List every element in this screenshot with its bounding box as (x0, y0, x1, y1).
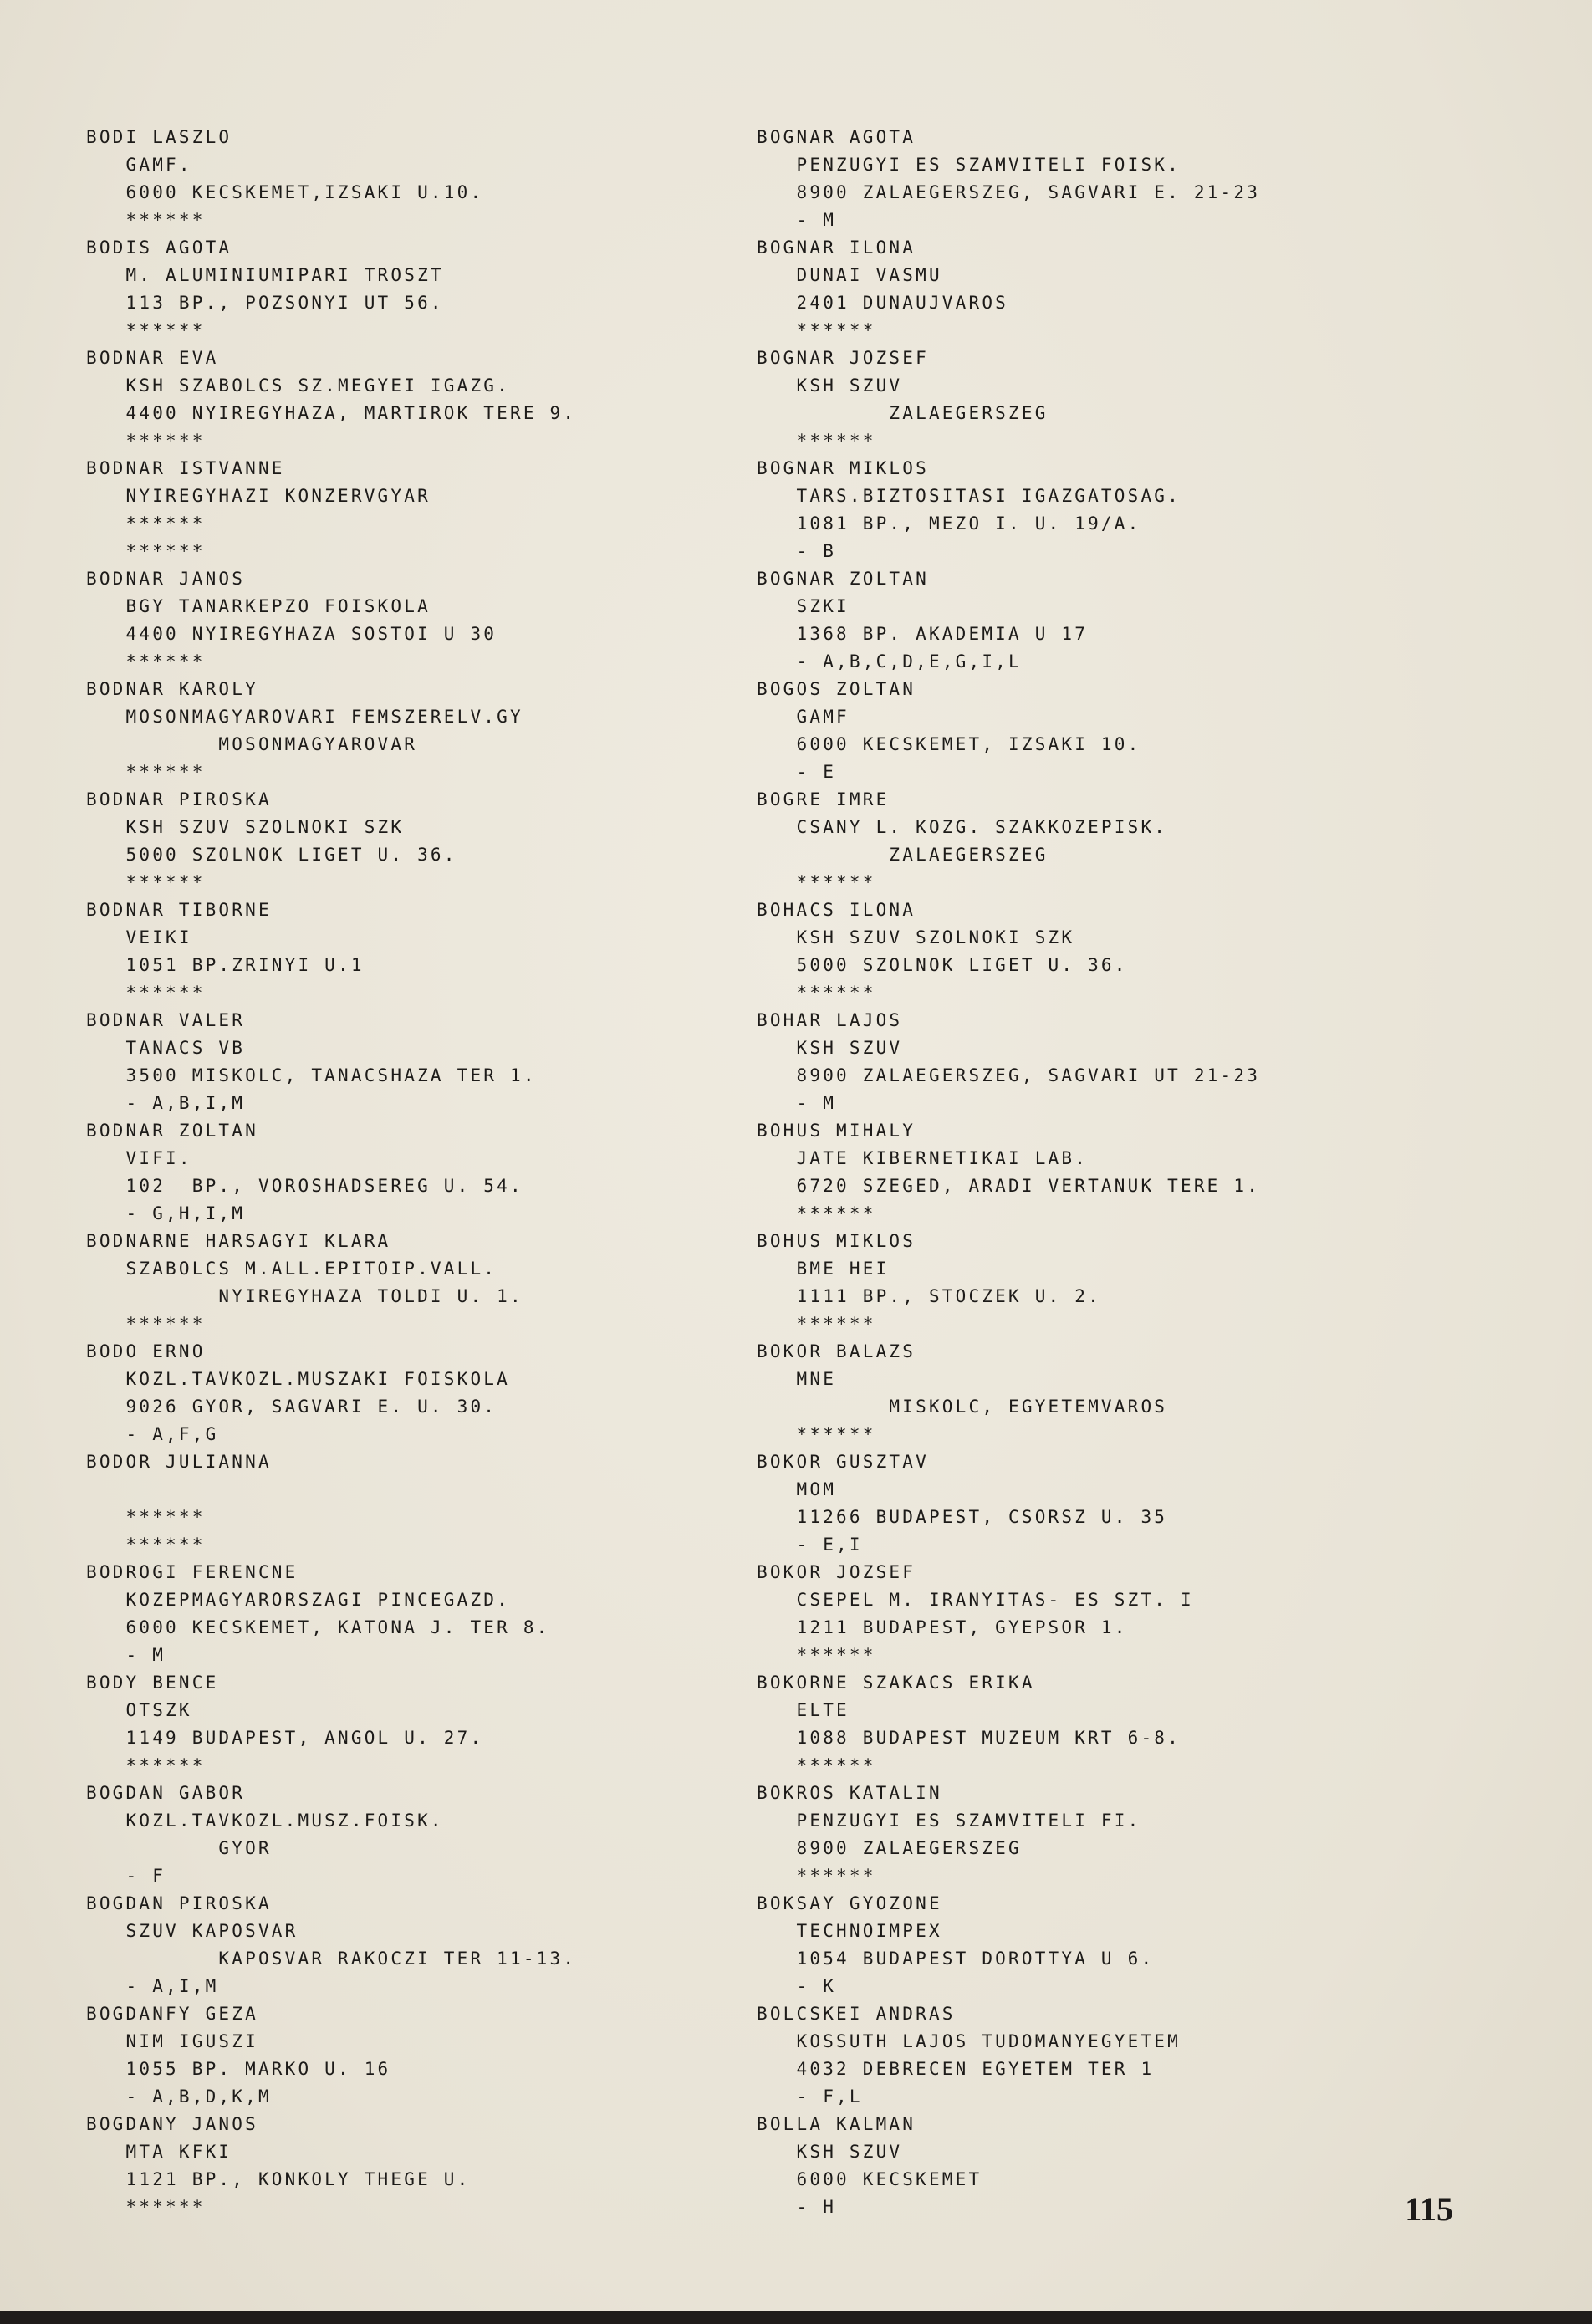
directory-entry (757, 1338, 1509, 1448)
entry-detail: - G,H,I,M (86, 1203, 246, 1223)
entry-detail: NYIREGYHAZA TOLDI U. 1. (86, 1286, 523, 1306)
entry-detail: GAMF. (86, 155, 192, 175)
entry-detail: ****** (86, 210, 206, 230)
entry-detail: KSH SZUV SZOLNOKI SZK (757, 927, 1075, 947)
entry-name: BOHUS MIHALY (757, 1121, 916, 1141)
entry-detail: 6000 KECSKEMET, KATONA J. TER 8. (86, 1617, 550, 1637)
entry-detail: 4400 NYIREGYHAZA, MARTIROK TERE 9. (86, 403, 577, 423)
entry-detail: 6720 SZEGED, ARADI VERTANUK TERE 1. (757, 1176, 1261, 1196)
entry-detail: - A,I,M (86, 1976, 219, 1996)
entry-detail: 1088 BUDAPEST MUZEUM KRT 6-8. (757, 1728, 1181, 1748)
entry-detail: DUNAI VASMU (757, 265, 942, 285)
directory-entry (757, 1780, 1509, 1890)
entry-detail: ****** (86, 651, 206, 672)
entry-detail: ****** (757, 872, 876, 892)
entry-detail: KOZEPMAGYARORSZAGI PINCEGAZD. (86, 1590, 510, 1610)
entry-detail: - H (757, 2197, 837, 2217)
entry-detail: 4032 DEBRECEN EGYETEM TER 1 (757, 2059, 1155, 2079)
entry-name: BOKOR GUSZTAV (757, 1452, 929, 1472)
entry-detail: GYOR (86, 1838, 272, 1858)
entry-name: BOHAR LAJOS (757, 1010, 903, 1030)
entry-name: BODNAR KAROLY (86, 679, 258, 699)
directory-entry (757, 1559, 1509, 1669)
entry-detail: ****** (86, 1535, 206, 1555)
entry-detail: 3500 MISKOLC, TANACSHAZA TER 1. (86, 1065, 537, 1085)
entry-detail: ****** (86, 541, 206, 561)
entry-detail: 1121 BP., KONKOLY THEGE U. (86, 2169, 471, 2189)
directory-entry (757, 1890, 1509, 2000)
entry-detail: - E (757, 762, 837, 782)
directory-entry (757, 2111, 1509, 2221)
entry-detail: 113 BP., POZSONYI UT 56. (86, 293, 444, 313)
directory-entry (757, 1228, 1509, 1338)
directory-entry (86, 234, 738, 345)
entry-detail: ****** (757, 1314, 876, 1334)
entry-detail: VIFI. (86, 1148, 192, 1168)
entry-detail: 1111 BP., STOCZEK U. 2. (757, 1286, 1101, 1306)
entry-detail: MNE (757, 1369, 837, 1389)
entry-detail: - A,B,C,D,E,G,I,L (757, 651, 1022, 672)
entry-detail: 1081 BP., MEZO I. U. 19/A. (757, 513, 1141, 534)
entry-detail: - F,L (757, 2086, 863, 2107)
entry-detail: KSH SZUV (757, 375, 903, 396)
directory-entry (86, 565, 738, 676)
entry-detail: SZUV KAPOSVAR (86, 1921, 298, 1941)
directory-entry (86, 1448, 738, 1559)
directory-entry (86, 2000, 738, 2111)
entry-name: BODROGI FERENCNE (86, 1562, 298, 1582)
directory-entry (757, 1448, 1509, 1559)
entry-name: BOKSAY GYOZONE (757, 1893, 942, 1913)
entry-detail: - A,B,I,M (86, 1093, 246, 1113)
directory-entry (86, 1669, 738, 1780)
entry-name: BODNAR JANOS (86, 569, 246, 589)
directory-entry (757, 565, 1509, 676)
entry-detail: 1054 BUDAPEST DOROTTYA U 6. (757, 1949, 1155, 1969)
entry-detail: 5000 SZOLNOK LIGET U. 36. (757, 955, 1128, 975)
entry-name: BODY BENCE (86, 1673, 219, 1693)
entry-detail: 1055 BP. MARKO U. 16 (86, 2059, 391, 2079)
entry-name: BODIS AGOTA (86, 238, 232, 258)
directory-entry (86, 455, 738, 565)
entry-detail: ****** (757, 1755, 876, 1775)
entry-name: BOKOR JOZSEF (757, 1562, 916, 1582)
entry-name: BOGNAR MIKLOS (757, 458, 929, 478)
entry-name: BOGRE IMRE (757, 789, 890, 810)
entry-name: BODNAR PIROSKA (86, 789, 272, 810)
entry-name: BOKORNE SZAKACS ERIKA (757, 1673, 1035, 1693)
entry-detail: - K (757, 1976, 837, 1996)
entry-detail: - A,F,G (86, 1424, 219, 1444)
directory-entry (757, 676, 1509, 786)
entry-detail: - M (757, 1093, 837, 1113)
entry-detail: 1211 BUDAPEST, GYEPSOR 1. (757, 1617, 1128, 1637)
entry-detail: - A,B,D,K,M (86, 2086, 272, 2107)
entry-detail: ****** (757, 1203, 876, 1223)
entry-detail: ****** (757, 1866, 876, 1886)
entry-name: BOGDAN PIROSKA (86, 1893, 272, 1913)
directory-entry (757, 2000, 1509, 2111)
entry-name: BOHUS MIKLOS (757, 1231, 916, 1251)
entry-name: BOGNAR ILONA (757, 238, 916, 258)
entry-name: BOHACS ILONA (757, 900, 916, 920)
entry-name: BODOR JULIANNA (86, 1452, 272, 1472)
entry-detail: MOSONMAGYAROVARI FEMSZERELV.GY (86, 707, 523, 727)
entry-detail: TECHNOIMPEX (757, 1921, 942, 1941)
entry-name: BODNAR EVA (86, 348, 219, 368)
entry-detail: ****** (86, 872, 206, 892)
entry-detail: ELTE (757, 1700, 850, 1720)
entry-detail: ****** (86, 2197, 206, 2217)
entry-detail: - B (757, 541, 837, 561)
directory-entry (757, 234, 1509, 345)
entry-detail: KOZL.TAVKOZL.MUSZ.FOISK. (86, 1811, 444, 1831)
entry-detail: 1368 BP. AKADEMIA U 17 (757, 624, 1089, 644)
page-number: 115 (1405, 2190, 1453, 2228)
entry-detail (86, 1476, 738, 1504)
entry-detail: ****** (86, 1755, 206, 1775)
entry-name: BOGNAR ZOLTAN (757, 569, 929, 589)
directory-entry (86, 124, 738, 234)
entry-detail: ****** (757, 1645, 876, 1665)
entry-detail: NIM IGUSZI (86, 2031, 258, 2051)
entry-detail: KOZL.TAVKOZL.MUSZAKI FOISKOLA (86, 1369, 510, 1389)
directory-entry (86, 1338, 738, 1448)
entry-name: BOGNAR AGOTA (757, 127, 916, 147)
entry-detail: 11266 BUDAPEST, CSORSZ U. 35 (757, 1507, 1168, 1527)
entry-detail: - E,I (757, 1535, 863, 1555)
entry-detail: ****** (86, 762, 206, 782)
entry-name: BOLCSKEI ANDRAS (757, 2004, 956, 2024)
entry-detail: MISKOLC, EGYETEMVAROS (757, 1397, 1168, 1417)
entry-name: BODNAR ISTVANNE (86, 458, 285, 478)
entry-name: BODNAR TIBORNE (86, 900, 272, 920)
directory-entry (86, 1559, 738, 1669)
directory-entry (86, 896, 738, 1007)
directory-entry (757, 1007, 1509, 1117)
directory-entry (757, 124, 1509, 234)
entry-detail: 1149 BUDAPEST, ANGOL U. 27. (86, 1728, 484, 1748)
entry-name: BODI LASZLO (86, 127, 232, 147)
right-column (757, 124, 1509, 2221)
entry-detail: ****** (86, 1507, 206, 1527)
entry-detail: KAPOSVAR RAKOCZI TER 11-13. (86, 1949, 577, 1969)
directory-entry (757, 455, 1509, 565)
entry-detail: TARS.BIZTOSITASI IGAZGATOSAG. (757, 486, 1181, 506)
entry-detail: BME HEI (757, 1259, 890, 1279)
entry-detail: - M (86, 1645, 166, 1665)
entry-detail: 9026 GYOR, SAGVARI E. U. 30. (86, 1397, 498, 1417)
entry-detail: KSH SZUV SZOLNOKI SZK (86, 817, 405, 837)
entry-detail: 102 BP., VOROSHADSEREG U. 54. (86, 1176, 523, 1196)
entry-detail: PENZUGYI ES SZAMVITELI FI. (757, 1811, 1141, 1831)
entry-detail: ****** (757, 431, 876, 451)
directory-entry (86, 1007, 738, 1117)
directory-entry (757, 1669, 1509, 1780)
entry-detail: ****** (757, 983, 876, 1003)
entry-detail: - M (757, 210, 837, 230)
entry-detail: ****** (86, 431, 206, 451)
entry-name: BOGDANFY GEZA (86, 2004, 258, 2024)
directory-entry (757, 786, 1509, 896)
directory-entry (757, 1117, 1509, 1228)
left-column (86, 124, 738, 2221)
entry-name: BOKROS KATALIN (757, 1783, 942, 1803)
directory-entry (757, 345, 1509, 455)
entry-detail: KOSSUTH LAJOS TUDOMANYEGYETEM (757, 2031, 1181, 2051)
entry-detail: ****** (757, 320, 876, 340)
directory-entry (86, 1780, 738, 1890)
entry-detail: M. ALUMINIUMIPARI TROSZT (86, 265, 444, 285)
entry-detail: JATE KIBERNETIKAI LAB. (757, 1148, 1089, 1168)
entry-detail: KSH SZABOLCS SZ.MEGYEI IGAZG. (86, 375, 510, 396)
entry-name: BODNAR VALER (86, 1010, 246, 1030)
entry-detail: PENZUGYI ES SZAMVITELI FOISK. (757, 155, 1181, 175)
entry-detail: KSH SZUV (757, 1038, 903, 1058)
entry-detail: ****** (86, 983, 206, 1003)
entry-name: BOLLA KALMAN (757, 2114, 916, 2134)
directory-entry (86, 1117, 738, 1228)
directory-entry (86, 676, 738, 786)
directory-entry (86, 1890, 738, 2000)
entry-detail: 1051 BP.ZRINYI U.1 (86, 955, 365, 975)
entry-name: BODNAR ZOLTAN (86, 1121, 258, 1141)
entry-detail: 6000 KECSKEMET, IZSAKI 10. (757, 734, 1141, 754)
entry-detail: ****** (86, 513, 206, 534)
entry-detail: KSH SZUV (757, 2142, 903, 2162)
directory-entry (757, 896, 1509, 1007)
entry-detail: 2401 DUNAUJVAROS (757, 293, 1009, 313)
entry-detail: VEIKI (86, 927, 192, 947)
entry-detail: GAMF (757, 707, 850, 727)
entry-detail: 6000 KECSKEMET,IZSAKI U.10. (86, 182, 484, 202)
entry-detail: ZALAEGERSZEG (757, 845, 1049, 865)
entry-detail: MOSONMAGYAROVAR (86, 734, 418, 754)
entry-name: BODO ERNO (86, 1341, 206, 1361)
entry-name: BOGDANY JANOS (86, 2114, 258, 2134)
entry-detail: CSEPEL M. IRANYITAS- ES SZT. I (757, 1590, 1194, 1610)
entry-detail: MOM (757, 1479, 837, 1499)
entry-detail: MTA KFKI (86, 2142, 232, 2162)
entry-detail: 8900 ZALAEGERSZEG (757, 1838, 1022, 1858)
entry-detail: 5000 SZOLNOK LIGET U. 36. (86, 845, 457, 865)
entry-name: BOKOR BALAZS (757, 1341, 916, 1361)
scan-border (0, 2311, 1592, 2324)
entry-detail: ****** (86, 320, 206, 340)
entry-detail: SZABOLCS M.ALL.EPITOIP.VALL. (86, 1259, 498, 1279)
entry-name: BOGNAR JOZSEF (757, 348, 929, 368)
entry-detail: 8900 ZALAEGERSZEG, SAGVARI E. 21-23 (757, 182, 1261, 202)
entry-name: BODNARNE HARSAGYI KLARA (86, 1231, 391, 1251)
entry-detail: 8900 ZALAEGERSZEG, SAGVARI UT 21-23 (757, 1065, 1261, 1085)
entry-detail: ZALAEGERSZEG (757, 403, 1049, 423)
directory-entry (86, 1228, 738, 1338)
entry-detail: BGY TANARKEPZO FOISKOLA (86, 596, 431, 616)
entry-detail: CSANY L. KOZG. SZAKKOZEPISK. (757, 817, 1168, 837)
entry-name: BOGDAN GABOR (86, 1783, 246, 1803)
directory-entry (86, 345, 738, 455)
entry-detail: ****** (86, 1314, 206, 1334)
entry-detail: NYIREGYHAZI KONZERVGYAR (86, 486, 431, 506)
entry-name: BOGOS ZOLTAN (757, 679, 916, 699)
entry-detail: TANACS VB (86, 1038, 246, 1058)
entry-detail: 6000 KECSKEMET (757, 2169, 982, 2189)
directory-entry (86, 2111, 738, 2221)
entry-detail: SZKI (757, 596, 850, 616)
entry-detail: - F (86, 1866, 166, 1886)
directory-entry (86, 786, 738, 896)
entry-detail: OTSZK (86, 1700, 192, 1720)
entry-detail: 4400 NYIREGYHAZA SOSTOI U 30 (86, 624, 498, 644)
entry-detail: ****** (757, 1424, 876, 1444)
